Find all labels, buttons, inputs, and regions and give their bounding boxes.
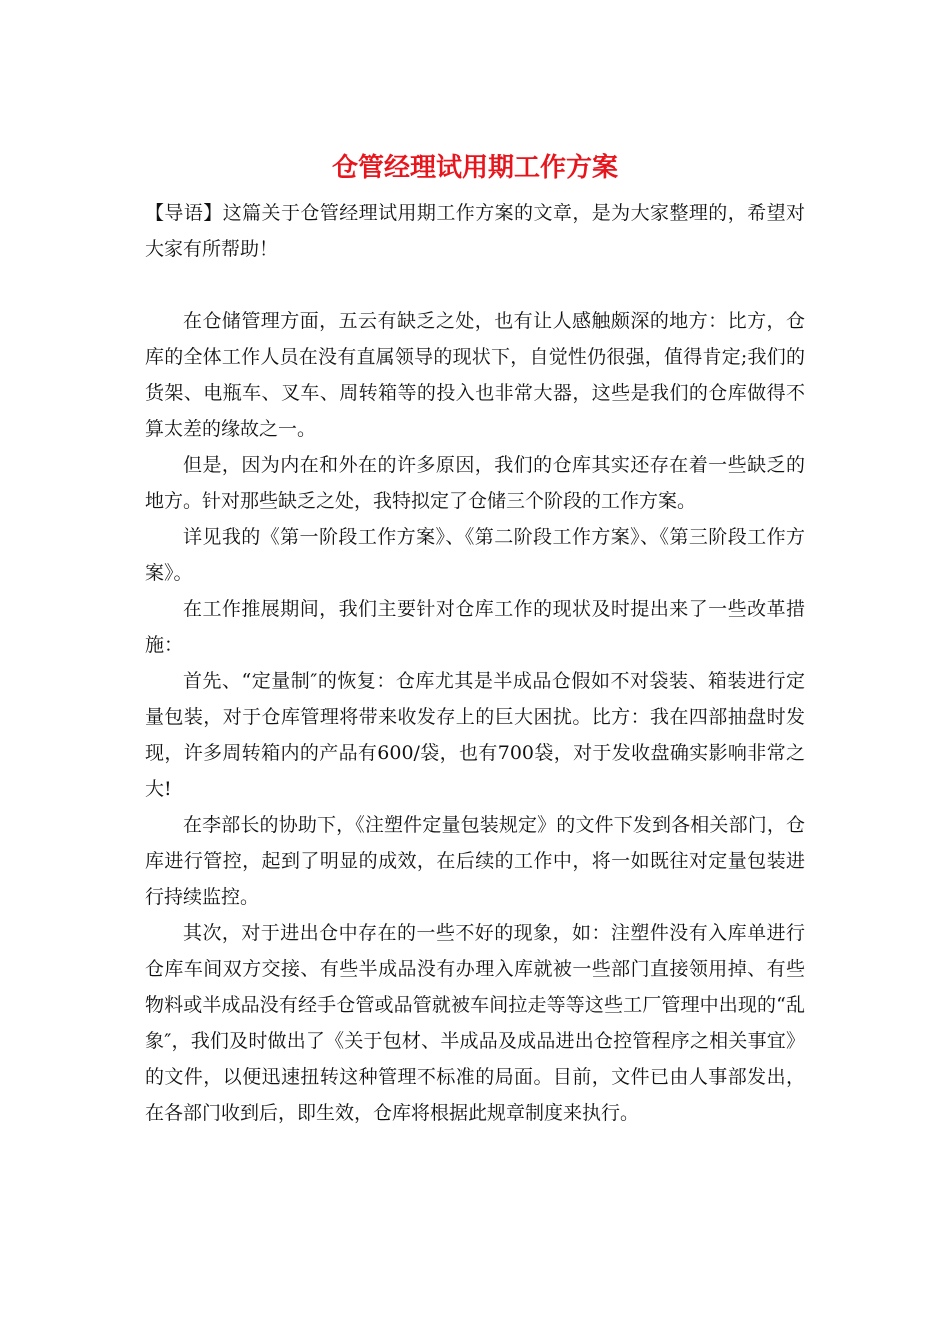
document-body — [145, 195, 805, 1131]
blank-line — [145, 267, 805, 303]
body-paragraph: 在仓储管理方面，五云有缺乏之处，也有让人感触颇深的地方：比方，仓库的全体工作人员在没有直属领导的现状下，自觉性仍很强，值得肯定;我们的货架、电瓶车、叉车、周转箱等的投入也非常大器，这些是我们的仓库做得不算太差的缘故之一。 — [145, 310, 805, 440]
body-paragraph: 首先、“定量制″的恢复：仓库尤其是半成品仓假如不对袋装、箱装进行定量包装，对于仓库管理将带来收发存上的巨大困扰。比方：我在四部抽盘时发现，许多周转箱内的产品有600/袋，也有700袋，对于发收盘确实影响非常之大! — [145, 670, 805, 800]
intro-paragraph: 【导语】这篇关于仓管经理试用期工作方案的文章，是为大家整理的，希望对大家有所帮助！ — [145, 202, 805, 260]
body-paragraph: 其次，对于进出仓中存在的一些不好的现象，如：注塑件没有入库单进行仓库车间双方交接、有些半成品没有办理入库就被一些部门直接领用掉、有些物料或半成品没有经手仓管或品管就被车间拉走等等这些工厂管理中出现的“乱象″，我们及时做出了《关于包材、半成品及成品进出仓控管程序之相关事宜》的文件，以便迅速扭转这种管理不标准的局面。目前，文件已由人事部发出，在各部门收到后，即生效，仓库将根据此规章制度来执行。 — [145, 922, 805, 1124]
body-paragraph: 在工作推展期间，我们主要针对仓库工作的现状及时提出来了一些改革措施： — [145, 598, 805, 656]
body-paragraph: 但是，因为内在和外在的许多原因，我们的仓库其实还存在着一些缺乏的地方。针对那些缺乏之处，我特拟定了仓储三个阶段的工作方案。 — [145, 454, 805, 512]
body-paragraph: 详见我的《第一阶段工作方案》、《第二阶段工作方案》、《第三阶段工作方案》。 — [145, 526, 805, 584]
body-paragraph: 在李部长的协助下，《注塑件定量包装规定》的文件下发到各相关部门，仓库进行管控，起到了明显的成效，在后续的工作中，将一如既往对定量包装进行持续监控。 — [145, 814, 805, 908]
document-title: 仓管经理试用期工作方案 — [331, 153, 618, 183]
